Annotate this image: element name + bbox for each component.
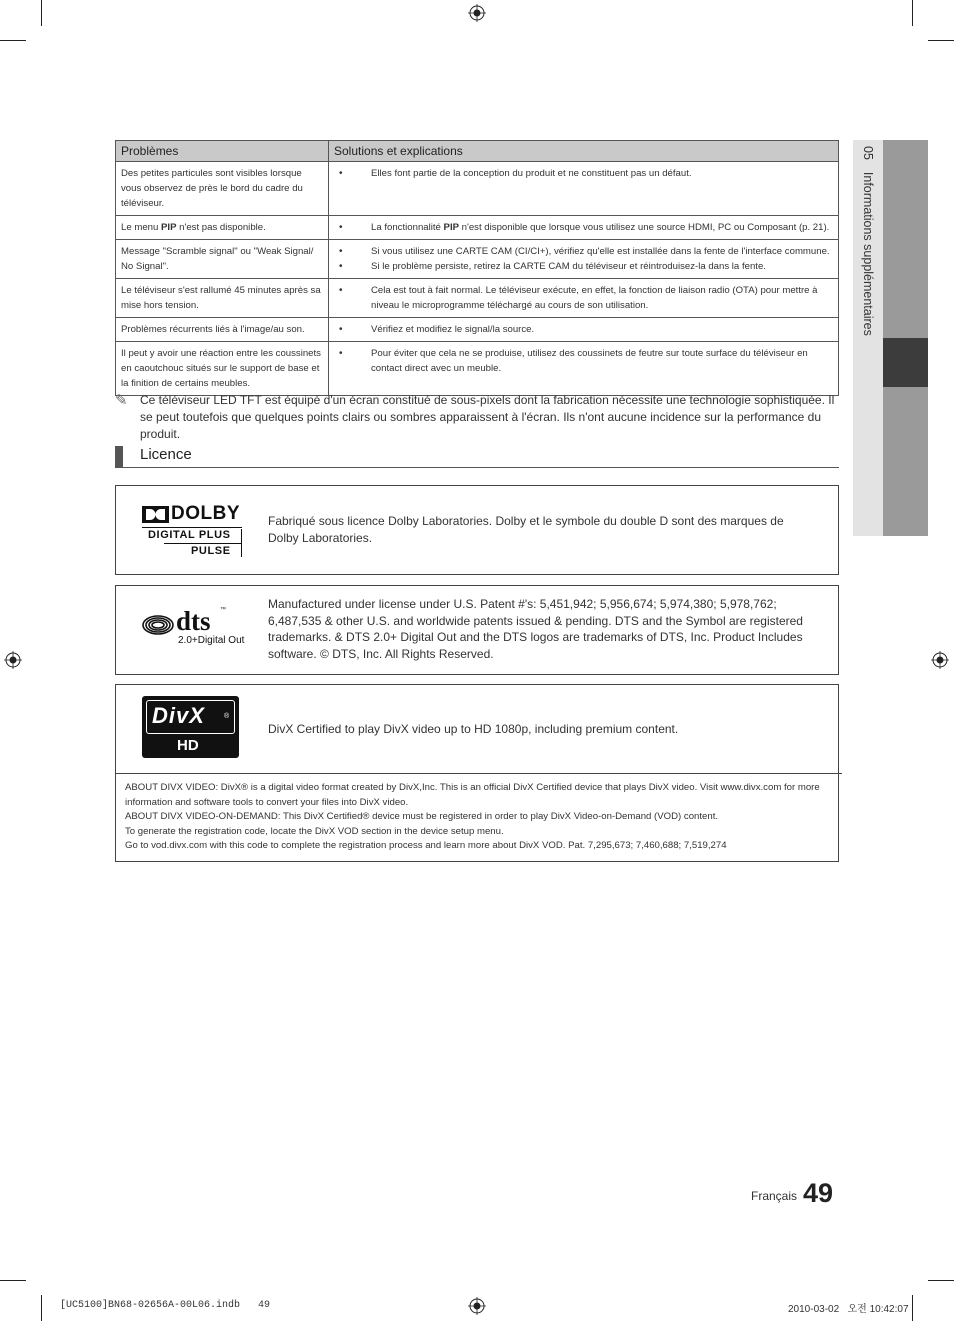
table-row bbox=[116, 342, 839, 396]
troubleshooting-table bbox=[115, 140, 839, 396]
note bbox=[115, 392, 841, 443]
crop-mark bbox=[41, 1295, 42, 1321]
print-slug-file: [UC5100]BN68-02656A-00L06.indb 49 bbox=[60, 1300, 271, 1311]
table-row bbox=[116, 240, 839, 279]
column-header-solutions: Solutions et explications bbox=[329, 141, 839, 162]
dts-logo-trademark: ™ bbox=[220, 607, 226, 613]
section-heading-bar bbox=[115, 446, 123, 467]
note-text: Ce téléviseur LED TFT est équipé d'un écran constitué de sous-pixels dont la fabrication nécessite une technologie sophistiquée. Il se peut toutefois que quelques points clairs ou sombres apparaissent à l'écran. Ils n'ont aucune incidence sur la performance du produit. bbox=[140, 393, 835, 441]
table-header-row bbox=[116, 141, 839, 162]
dts-swirl-icon bbox=[142, 614, 174, 636]
solution-item: • Elles font partie de la conception du produit et ne constituent pas un défaut. bbox=[334, 166, 833, 181]
table-row bbox=[116, 318, 839, 342]
solution-item: • La fonctionnalité PIP n'est disponible que lorsque vous utilisez une source HDMI, PC ou Composant (p. 21). bbox=[334, 220, 833, 235]
problem-cell: Des petites particules sont visibles lorsque vous observez de près le bord du cadre du téléviseur. bbox=[116, 162, 329, 216]
column-header-problems: Problèmes bbox=[116, 141, 329, 162]
problem-cell: Le téléviseur s'est rallumé 45 minutes après sa mise hors tension. bbox=[116, 279, 329, 318]
registration-mark-icon bbox=[4, 651, 22, 669]
divx-info-block bbox=[116, 773, 842, 860]
licence-box-divx bbox=[115, 684, 839, 862]
solution-cell bbox=[329, 240, 839, 279]
problem-cell: Message "Scramble signal" ou "Weak Signal/ No Signal". bbox=[116, 240, 329, 279]
divx-logo-hd: HD bbox=[177, 737, 199, 754]
dolby-logo-word: DOLBY bbox=[171, 503, 240, 524]
registration-mark-icon bbox=[468, 1297, 486, 1315]
section-heading-rule bbox=[115, 467, 839, 468]
registration-mark-icon bbox=[931, 651, 949, 669]
note-pencil-icon: ✎ bbox=[115, 392, 128, 409]
solution-item: • Cela est tout à fait normal. Le téléviseur exécute, en effet, la fonction de liaison radio (OTA) pour mettre à niveau le microprogramme téléchargé au cours de son utilisation. bbox=[334, 283, 833, 313]
solution-cell bbox=[329, 162, 839, 216]
chapter-tab-marker bbox=[883, 338, 928, 387]
crop-mark bbox=[0, 40, 26, 41]
divx-info-line: Go to vod.divx.com with this code to complete the registration process and learn more about DivX VOD. Pat. 7,295,673; 7,460,688; 7,519,274 bbox=[125, 840, 727, 852]
chapter-title: Informations supplémentaires bbox=[861, 171, 875, 336]
divx-info-line: To generate the registration code, locate the DivX VOD section in the device setup menu. bbox=[125, 825, 504, 837]
table-row bbox=[116, 279, 839, 318]
problem-cell: Problèmes récurrents liés à l'image/au son. bbox=[116, 318, 329, 342]
chapter-number: 05 bbox=[861, 146, 875, 160]
solution-cell bbox=[329, 279, 839, 318]
problem-cell: Il peut y avoir une réaction entre les coussinets en caoutchouc situés sur le support de base et la finition de certains meubles. bbox=[116, 342, 329, 396]
crop-mark bbox=[928, 40, 954, 41]
keyword-pip: PIP bbox=[443, 222, 460, 233]
divx-info-line: ABOUT DIVX VIDEO-ON-DEMAND: This DivX Certified® device must be registered in order to play DivX Video-on-Demand (VOD) content. bbox=[125, 811, 719, 823]
solution-cell bbox=[329, 216, 839, 240]
registration-mark-icon bbox=[468, 4, 486, 22]
solution-item: • Vérifiez et modifiez le signal/la source. bbox=[334, 322, 833, 337]
solution-item: • Si vous utilisez une CARTE CAM (CI/CI+), vérifiez qu'elle est installée dans la fente de l'interface commune. bbox=[334, 244, 833, 259]
problem-text: Le menu PIP n'est pas disponible. bbox=[121, 222, 266, 233]
divx-logo-word: DivX bbox=[152, 703, 205, 728]
divx-info-line: ABOUT DIVX VIDEO: DivX® is a digital video format created by DivX,Inc. This is an official DivX Certified device that plays DivX video. Visit www.divx.com for more information and software tools to convert your files into DivX video. bbox=[125, 782, 820, 808]
keyword-pip: PIP bbox=[161, 222, 177, 233]
dts-logo bbox=[142, 608, 246, 652]
dolby-licence-text: Fabriqué sous licence Dolby Laboratories. Dolby et le symbole du double D sont des marques de Dolby Laboratories. bbox=[268, 514, 784, 545]
problem-cell bbox=[116, 216, 329, 240]
dts-logo-subtitle: 2.0+Digital Out bbox=[178, 635, 245, 646]
chapter-tab-label bbox=[861, 146, 875, 336]
dts-logo-word: dts bbox=[176, 606, 211, 636]
solution-item: • Si le problème persiste, retirez la CARTE CAM du téléviseur et réintroduisez-la dans la fente. bbox=[334, 259, 833, 274]
solution-cell bbox=[329, 342, 839, 396]
crop-mark bbox=[0, 1280, 26, 1281]
table-row bbox=[116, 162, 839, 216]
divx-logo bbox=[142, 696, 239, 758]
solution-cell bbox=[329, 318, 839, 342]
print-slug-timestamp: 2010-03-02 오전 10:42:07 bbox=[788, 1304, 909, 1315]
licence-box-dts bbox=[115, 585, 839, 675]
divx-licence-text: DivX Certified to play DivX video up to HD 1080p, including premium content. bbox=[268, 722, 679, 736]
dolby-logo-line1: DIGITAL PLUS bbox=[148, 529, 231, 541]
dolby-logo bbox=[142, 504, 244, 559]
dts-licence-text: Manufactured under license under U.S. Patent #'s: 5,451,942; 5,956,674; 5,974,380; 5,978,762; 6,487,535 & other U.S. and worldwide patents issued & pending. DTS and the Symbol are registered trademarks. & DTS 2.0+ Digital Out and the DTS logos are trademarks of DTS, Inc. Product Includes software. © DTS, Inc. All Rights Reserved. bbox=[268, 597, 803, 661]
crop-mark bbox=[912, 0, 913, 26]
dolby-logo-line2: PULSE bbox=[191, 545, 231, 557]
page-number: 49 bbox=[803, 1178, 834, 1208]
footer-language: Français bbox=[751, 1189, 798, 1203]
crop-mark bbox=[41, 0, 42, 26]
dolby-double-d-icon bbox=[142, 506, 169, 523]
crop-mark bbox=[912, 1295, 913, 1321]
licence-box-dolby bbox=[115, 485, 839, 575]
solution-item: • Pour éviter que cela ne se produise, utilisez des coussinets de feutre sur toute surface du téléviseur en contact direct avec un meuble. bbox=[334, 346, 833, 376]
divx-logo-registered: ® bbox=[224, 713, 230, 720]
section-heading-licence: Licence bbox=[140, 446, 192, 463]
crop-mark bbox=[928, 1280, 954, 1281]
table-row bbox=[116, 216, 839, 240]
